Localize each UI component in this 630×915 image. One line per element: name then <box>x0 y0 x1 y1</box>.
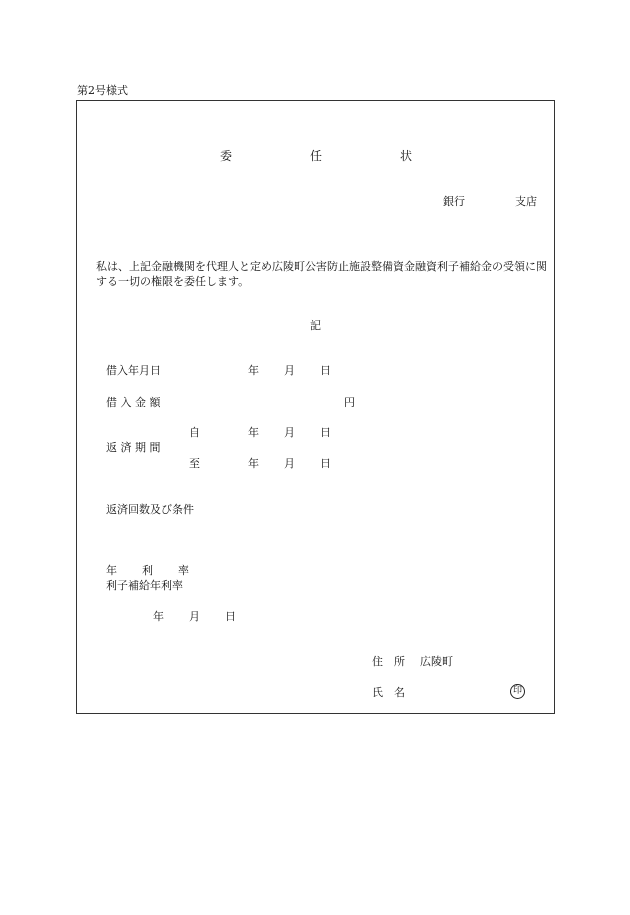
delegation-statement: 私は、上記金融機関を代理人と定め広陵町公害防止施設整備資金融資利子補給金の受領に関する一切の権限を委任します。 <box>96 260 547 288</box>
name-label: 氏 名 <box>372 686 405 699</box>
date-month: 月 <box>189 610 200 623</box>
date-day: 日 <box>225 610 236 623</box>
repayment-terms-label: 返済回数及び条件 <box>106 503 194 516</box>
interest-rate-char-3: 率 <box>178 564 189 577</box>
form-number-label: 第2号様式 <box>77 84 128 97</box>
period-to-month: 月 <box>284 457 295 470</box>
loan-date-label: 借入年月日 <box>106 364 161 377</box>
period-from-year: 年 <box>248 426 259 439</box>
period-from-day: 日 <box>320 426 331 439</box>
interest-rate-char-2: 利 <box>142 564 153 577</box>
period-to-day: 日 <box>320 457 331 470</box>
period-to-year: 年 <box>248 457 259 470</box>
loan-date-month: 月 <box>284 364 295 377</box>
address-value: 広陵町 <box>420 655 453 668</box>
interest-rate-char-1: 年 <box>106 564 117 577</box>
title-char-1: 委 <box>220 149 233 163</box>
loan-amount-label: 借 入 金 額 <box>106 396 161 409</box>
branch-label: 支店 <box>515 195 537 208</box>
date-year: 年 <box>153 610 164 623</box>
loan-date-year: 年 <box>248 364 259 377</box>
ki-heading: 記 <box>310 319 321 332</box>
bank-label: 銀行 <box>443 195 465 208</box>
subsidy-rate-label: 利子補給年利率 <box>106 579 183 592</box>
period-from-month: 月 <box>284 426 295 439</box>
title-char-3: 状 <box>400 149 413 163</box>
period-to-label: 至 <box>189 457 200 470</box>
address-label: 住 所 <box>372 655 405 668</box>
repayment-period-label: 返 済 期 間 <box>106 441 161 454</box>
seal-mark: 印 <box>510 684 525 699</box>
title-char-2: 任 <box>310 149 323 163</box>
yen-label: 円 <box>344 396 355 409</box>
loan-date-day: 日 <box>320 364 331 377</box>
period-from-label: 自 <box>189 426 200 439</box>
